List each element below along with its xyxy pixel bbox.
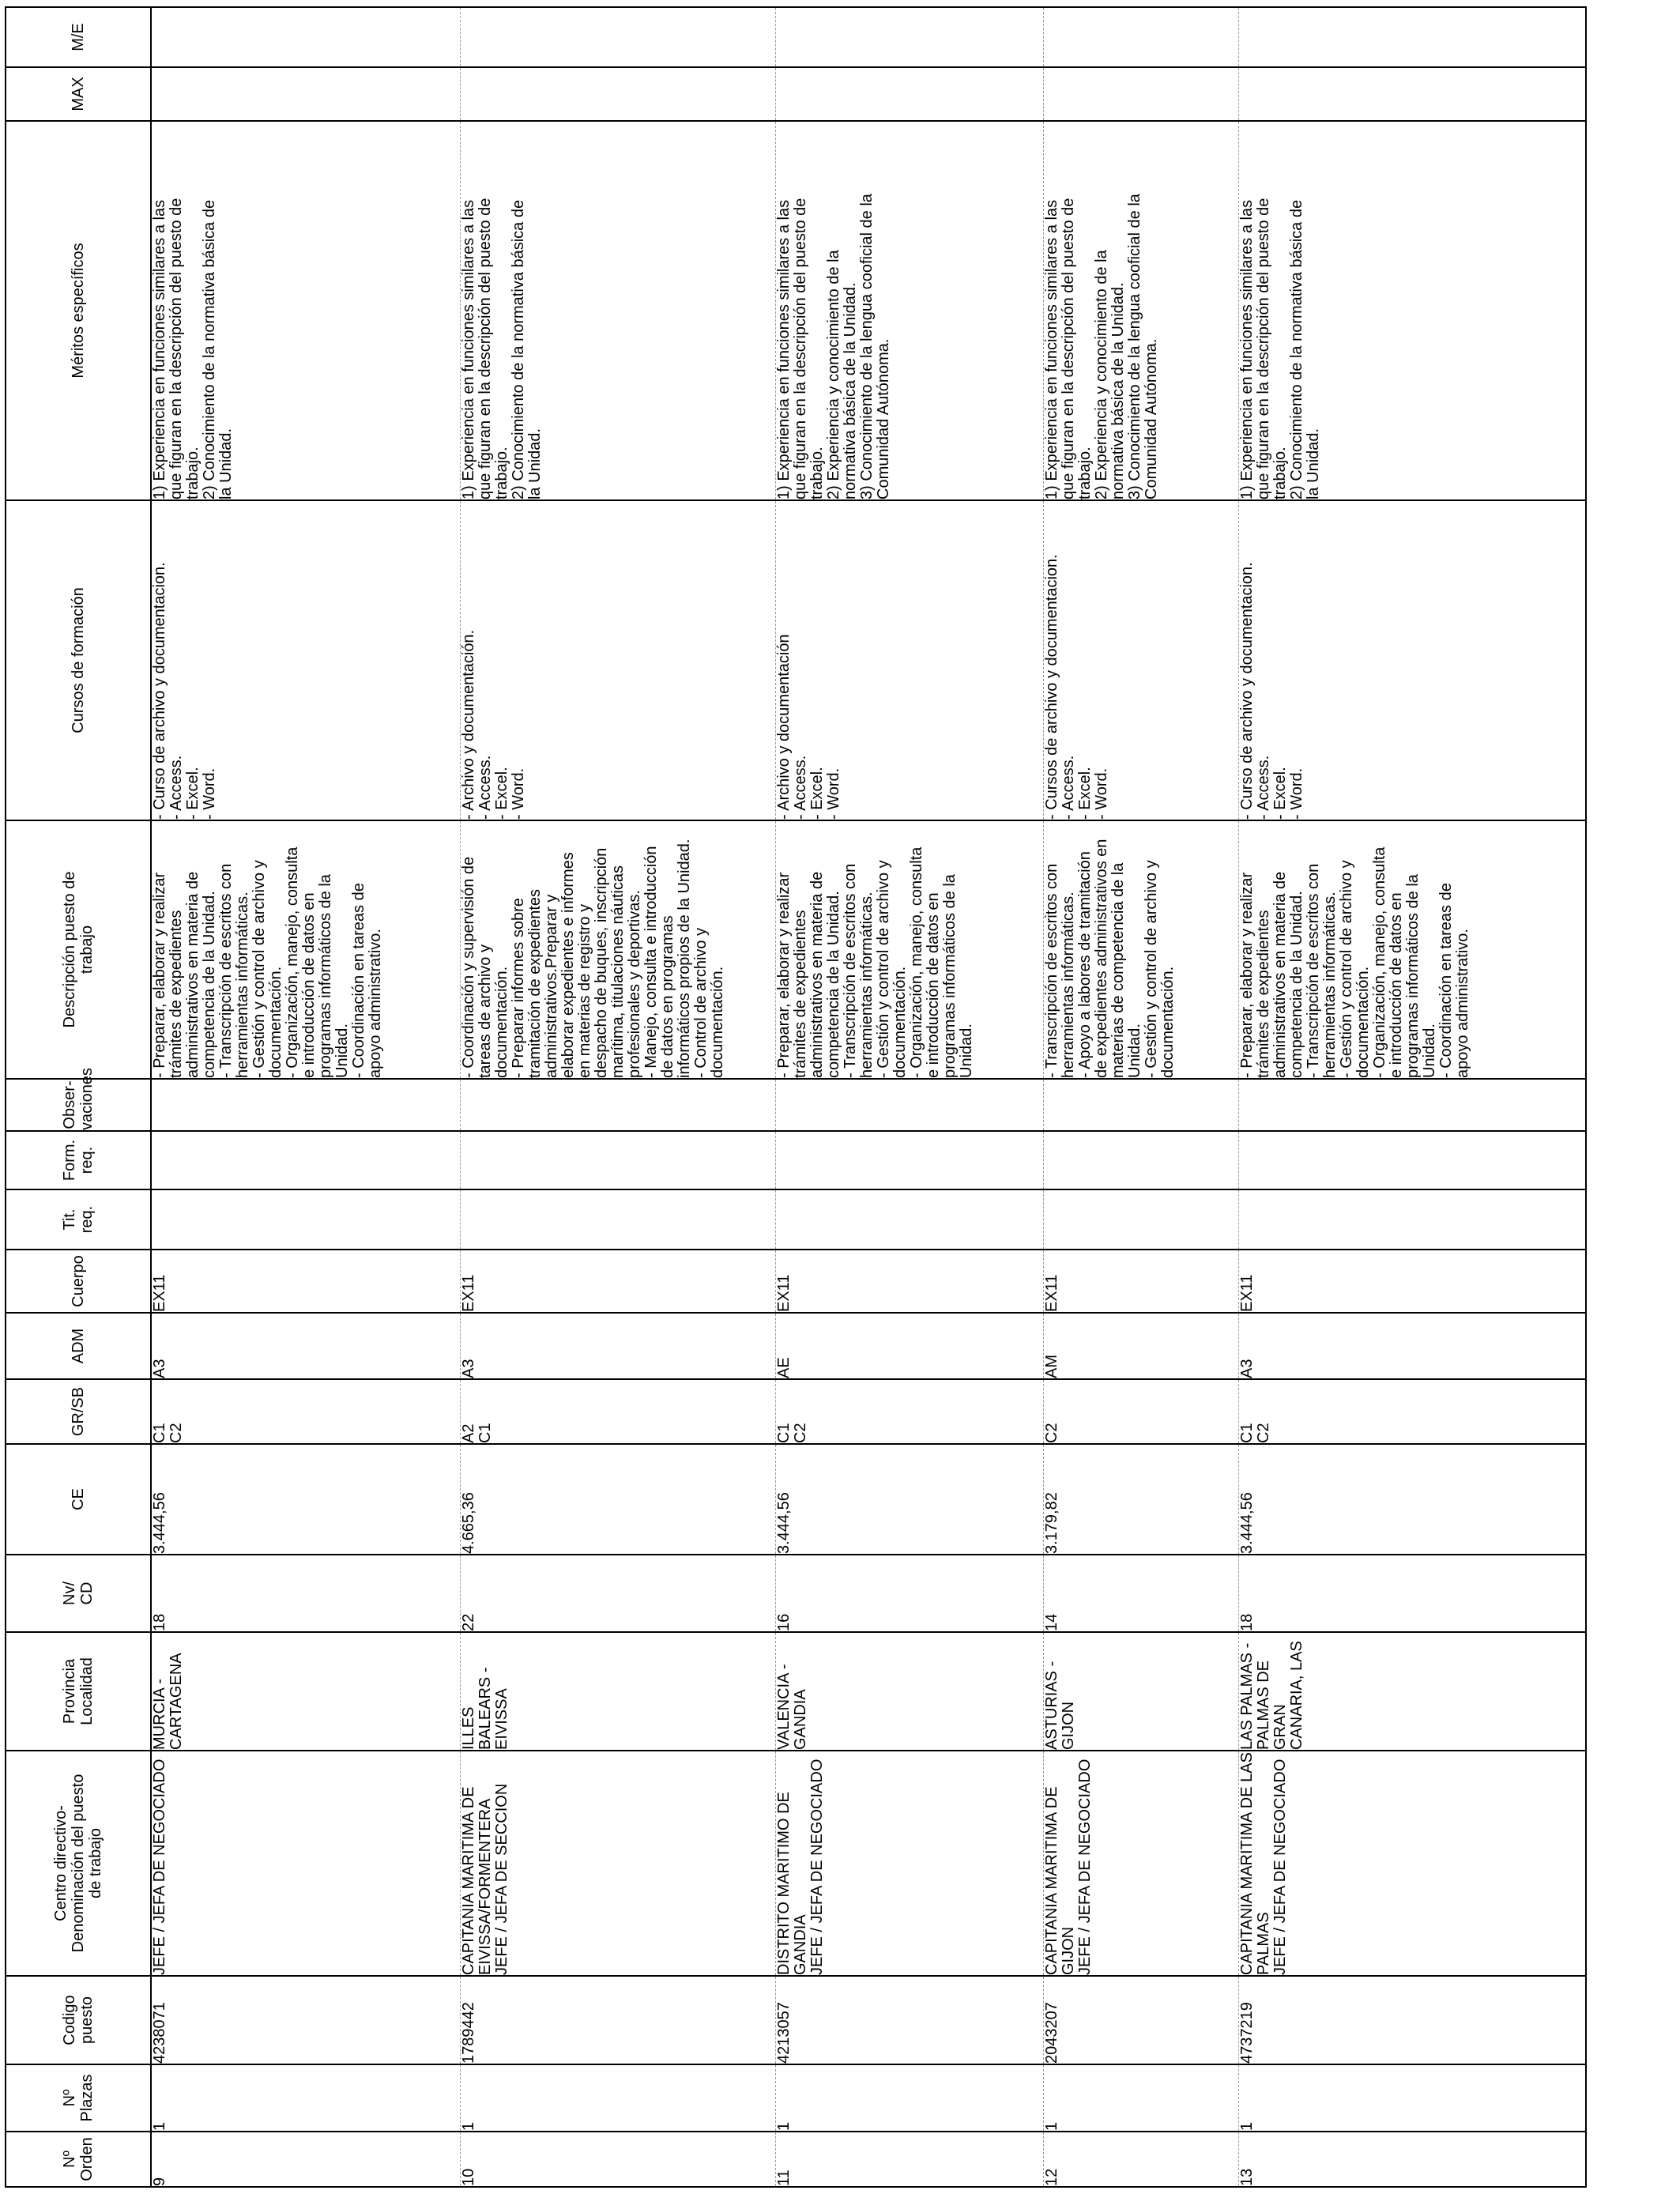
header-max: MAX bbox=[6, 67, 151, 121]
header-row bbox=[6, 7, 151, 2187]
cell-me bbox=[776, 7, 1044, 67]
cell-titulacion bbox=[776, 1189, 1044, 1250]
header-cuerpo: Cuerpo bbox=[6, 1250, 151, 1313]
cell-descripcion: - Preparar, elaborar y realizar trámites de expedientes administrativos en materia de competencia de la Unidad. - Transcripción de escritos con herramientas informáticas. - Gestión y control de archivo y documentación. - Organización, manejo, consulta e introducción de datos en programas informáticos de la Unidad. - Coordinación en tareas de apoyo administrativo. bbox=[151, 820, 460, 1079]
cell-me bbox=[460, 7, 775, 67]
cell-cuerpo: EX11 bbox=[1239, 1250, 1586, 1313]
header-grupo: GR/SB bbox=[6, 1379, 151, 1444]
cell-grupo: C2 bbox=[1044, 1379, 1239, 1444]
cell-meritos: 1) Experiencia en funciones similares a las que figuran en la descripción del puesto de trabajo. 2) Experiencia y conocimiento de la normativa básica de la Unidad. 3) Conocimiento de la lengua cooficial de la Comunidad Autónoma. bbox=[1044, 121, 1239, 500]
cell-cursos: - Curso de archivo y documentacion. - Access. - Excel. - Word. bbox=[151, 500, 460, 820]
cell-cursos: - Archivo y documentación - Access. - Excel. - Word. bbox=[776, 500, 1044, 820]
header-me: M/E bbox=[6, 7, 151, 67]
header-meritos: Méritos específicos bbox=[6, 121, 151, 500]
cell-provincia: MURCIA - CARTAGENA bbox=[151, 1632, 460, 1751]
cell-codigo: 4737219 bbox=[1239, 1976, 1586, 2064]
cell-titulacion bbox=[460, 1189, 775, 1250]
cell-ce: 3.444,56 bbox=[151, 1444, 460, 1555]
header-nivel: Nv/ CD bbox=[6, 1555, 151, 1632]
cell-orden: 12 bbox=[1044, 2132, 1239, 2187]
cell-centro bbox=[151, 1751, 460, 1976]
cell-cursos: - Archivo y documentación. - Access. - Excel. - Word. bbox=[460, 500, 775, 820]
header-orden: Nº Orden bbox=[6, 2132, 151, 2187]
cell-descripcion: - Transcripción de escritos con herramientas informáticas. - Apoyo a labores de tramitación de expedientes administrativos en materias de competencia de la Unidad. - Gestión y control de archivo y documentación. bbox=[1044, 820, 1239, 1079]
centro-name: CAPITANIA MARITIMA DE LAS PALMAS bbox=[1238, 1752, 1273, 1975]
cell-max bbox=[1239, 67, 1586, 121]
cell-meritos: 1) Experiencia en funciones similares a las que figuran en la descripción del puesto de trabajo. 2) Conocimiento de la normativa básica de la Unidad. bbox=[1239, 121, 1586, 500]
cell-observaciones bbox=[460, 1079, 775, 1131]
cell-formacion bbox=[776, 1131, 1044, 1189]
cell-orden: 9 bbox=[151, 2132, 460, 2187]
cell-plazas: 1 bbox=[151, 2064, 460, 2132]
cell-adm: AE bbox=[776, 1313, 1044, 1379]
cell-nivel: 18 bbox=[151, 1555, 460, 1632]
cell-descripcion: - Coordinación y supervisión de tareas de archivo y documentación. - Preparar informes sobre tramitación de expedientes administrativos.Preparar y elaborar expedientes e informes en materias de registro y despacho de buques, inscripción marítima, titulaciones náuticas profesionales y deportivas. - Manejo, consulta e introducción de datos en programas informáticos propios de la Unidad. - Control de archivo y documentación. bbox=[460, 820, 775, 1079]
cell-grupo: C1 C2 bbox=[1239, 1379, 1586, 1444]
cell-formacion bbox=[151, 1131, 460, 1189]
cell-orden: 11 bbox=[776, 2132, 1044, 2187]
header-provincia: Provincia Localidad bbox=[6, 1632, 151, 1751]
table-row bbox=[460, 7, 775, 2187]
table-row bbox=[1044, 7, 1239, 2187]
cell-adm: A3 bbox=[1239, 1313, 1586, 1379]
cell-nivel: 14 bbox=[1044, 1555, 1239, 1632]
header-adm: ADM bbox=[6, 1313, 151, 1379]
header-formacion: Form. req. bbox=[6, 1131, 151, 1189]
cell-orden: 13 bbox=[1239, 2132, 1586, 2187]
header-centro: Centro directivo- Denominación del puesto de trabajo bbox=[6, 1751, 151, 1976]
cell-formacion bbox=[1044, 1131, 1239, 1189]
cell-observaciones bbox=[1044, 1079, 1239, 1131]
cell-grupo: C1 C2 bbox=[776, 1379, 1044, 1444]
cell-observaciones bbox=[1239, 1079, 1586, 1131]
cell-centro bbox=[776, 1751, 1044, 1976]
cell-nivel: 18 bbox=[1239, 1555, 1586, 1632]
puesto-name: JEFE / JEFA DE NEGOCIADO bbox=[151, 1759, 168, 1975]
cell-max bbox=[460, 67, 775, 121]
cell-ce: 3.179,82 bbox=[1044, 1444, 1239, 1555]
cell-me bbox=[1044, 7, 1239, 67]
cell-meritos: 1) Experiencia en funciones similares a las que figuran en la descripción del puesto de trabajo. 2) Experiencia y conocimiento de la normativa básica de la Unidad. 3) Conocimiento de la lengua cooficial de la Comunidad Autónoma. bbox=[776, 121, 1044, 500]
puesto-name: JEFE / JEFA DE NEGOCIADO bbox=[808, 1759, 827, 1975]
cell-grupo: C1 C2 bbox=[151, 1379, 460, 1444]
cell-grupo: A2 C1 bbox=[460, 1379, 775, 1444]
cell-cursos: - Curso de archivo y documentacion. - Access. - Excel. - Word. bbox=[1239, 500, 1586, 820]
centro-name: DISTRITO MARITIMO DE GANDIA bbox=[775, 1792, 810, 1975]
cell-orden: 10 bbox=[460, 2132, 775, 2187]
cell-adm: AM bbox=[1044, 1313, 1239, 1379]
cell-nivel: 22 bbox=[460, 1555, 775, 1632]
centro-name: CAPITANIA MARITIMA DE EIVISSA/FORMENTERA bbox=[459, 1786, 494, 1975]
cell-max bbox=[776, 67, 1044, 121]
cell-titulacion bbox=[1044, 1189, 1239, 1250]
cell-observaciones bbox=[776, 1079, 1044, 1131]
header-cursos: Cursos de formación bbox=[6, 500, 151, 820]
header-ce: CE bbox=[6, 1444, 151, 1555]
table-row bbox=[776, 7, 1044, 2187]
cell-max bbox=[151, 67, 460, 121]
puesto-name: JEFE / JEFA DE NEGOCIADO bbox=[1271, 1759, 1290, 1975]
cell-me bbox=[151, 7, 460, 67]
cell-meritos: 1) Experiencia en funciones similares a las que figuran en la descripción del puesto de trabajo. 2) Conocimiento de la normativa básica de la Unidad. bbox=[460, 121, 775, 500]
cell-codigo: 1789442 bbox=[460, 1976, 775, 2064]
cell-provincia: ILLES BALEARS - EIVISSA bbox=[460, 1632, 775, 1751]
puesto-name: JEFE / JEFA DE SECCION bbox=[492, 1783, 510, 1975]
cell-ce: 3.444,56 bbox=[776, 1444, 1044, 1555]
cell-max bbox=[1044, 67, 1239, 121]
cell-cursos: - Cursos de archivo y documentacion. - Access. - Excel. - Word. bbox=[1044, 500, 1239, 820]
cell-descripcion: - Preparar, elaborar y realizar trámites de expedientes administrativos en materia de competencia de la Unidad. - Transcripción de escritos con herramientas informáticas. - Gestión y control de archivo y documentación. - Organización, manejo, consulta e introducción de datos en programas informáticos de la Unidad. - Coordinación en tareas de apoyo administrativo. bbox=[1239, 820, 1586, 1079]
cell-titulacion bbox=[151, 1189, 460, 1250]
cell-me bbox=[1239, 7, 1586, 67]
cell-cuerpo: EX11 bbox=[151, 1250, 460, 1313]
job-positions-table bbox=[5, 6, 1587, 2188]
cell-ce: 4.665,36 bbox=[460, 1444, 775, 1555]
cell-plazas: 1 bbox=[460, 2064, 775, 2132]
cell-titulacion bbox=[1239, 1189, 1586, 1250]
table-row bbox=[1239, 7, 1586, 2187]
cell-centro bbox=[460, 1751, 775, 1976]
cell-cuerpo: EX11 bbox=[1044, 1250, 1239, 1313]
cell-codigo: 2043207 bbox=[1044, 1976, 1239, 2064]
cell-cuerpo: EX11 bbox=[776, 1250, 1044, 1313]
header-titulacion: Tit. req. bbox=[6, 1189, 151, 1250]
cell-formacion bbox=[1239, 1131, 1586, 1189]
cell-plazas: 1 bbox=[776, 2064, 1044, 2132]
cell-observaciones bbox=[151, 1079, 460, 1131]
table-row bbox=[151, 7, 460, 2187]
header-observaciones: Obser- vaciones bbox=[6, 1079, 151, 1131]
cell-cuerpo: EX11 bbox=[460, 1250, 775, 1313]
cell-ce: 3.444,56 bbox=[1239, 1444, 1586, 1555]
cell-codigo: 4238071 bbox=[151, 1976, 460, 2064]
cell-nivel: 16 bbox=[776, 1555, 1044, 1632]
header-plazas: Nº Plazas bbox=[6, 2064, 151, 2132]
header-codigo: Codigo puesto bbox=[6, 1976, 151, 2064]
cell-adm: A3 bbox=[151, 1313, 460, 1379]
cell-formacion bbox=[460, 1131, 775, 1189]
header-descripcion: Descripción puesto de trabajo bbox=[6, 820, 151, 1079]
cell-codigo: 4213057 bbox=[776, 1976, 1044, 2064]
cell-plazas: 1 bbox=[1044, 2064, 1239, 2132]
cell-provincia: VALENCIA - GANDIA bbox=[776, 1632, 1044, 1751]
cell-provincia: LAS PALMAS - PALMAS DE GRAN CANARIA, LAS bbox=[1239, 1632, 1586, 1751]
puesto-name: JEFE / JEFA DE NEGOCIADO bbox=[1076, 1759, 1094, 1975]
cell-descripcion: - Preparar, elaborar y realizar trámites de expedientes administrativos en materia de competencia de la Unidad. - Transcripción de escritos con herramientas informáticas. - Gestión y control de archivo y documentación. - Organización, manejo, consulta e introducción de datos en programas informáticos de la Unidad. bbox=[776, 820, 1044, 1079]
cell-centro bbox=[1044, 1751, 1239, 1976]
centro-name: CAPITANIA MARITIMA DE GIJON bbox=[1043, 1786, 1078, 1975]
cell-provincia: ASTURIAS - GIJON bbox=[1044, 1632, 1239, 1751]
cell-adm: A3 bbox=[460, 1313, 775, 1379]
cell-plazas: 1 bbox=[1239, 2064, 1586, 2132]
cell-centro bbox=[1239, 1751, 1586, 1976]
cell-meritos: 1) Experiencia en funciones similares a las que figuran en la descripción del puesto de trabajo. 2) Conocimiento de la normativa básica de la Unidad. bbox=[151, 121, 460, 500]
